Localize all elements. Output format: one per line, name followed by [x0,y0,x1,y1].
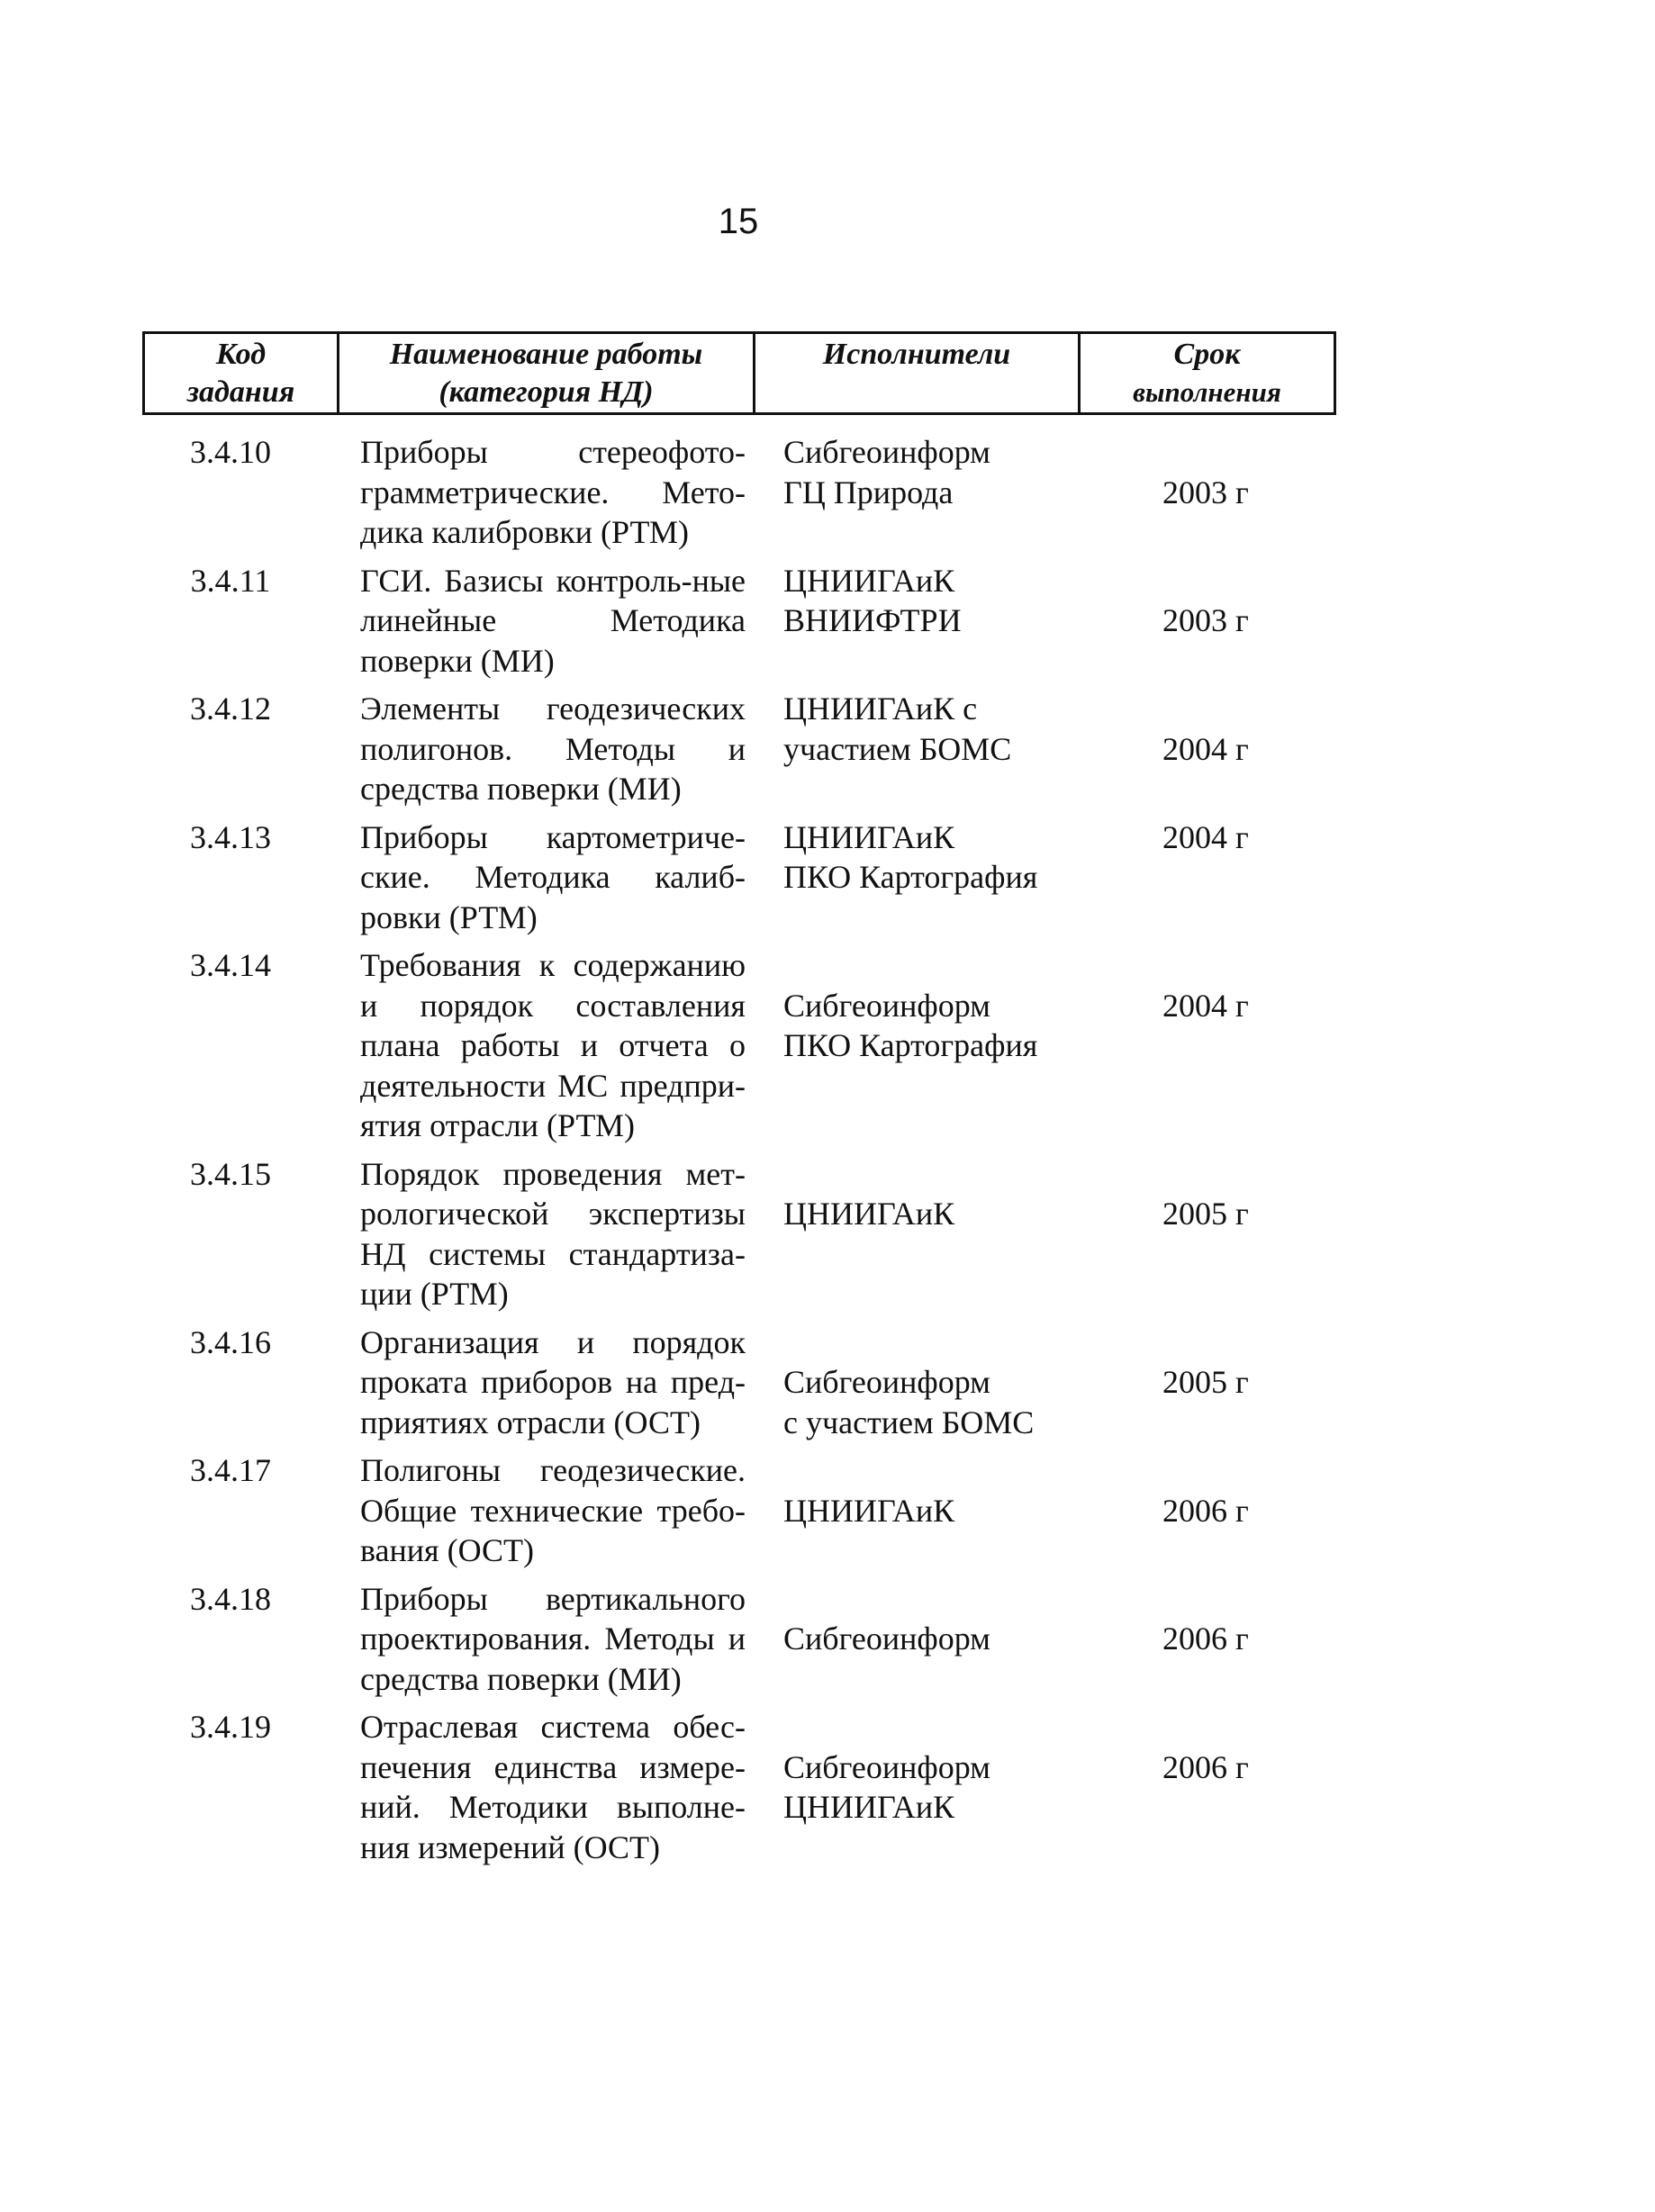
task-code: 3.4.12 [190,691,271,727]
table-row [142,1323,1336,1443]
executors: Сибгеоинформ ПКО Картография [783,987,1038,1063]
page-number: 15 [718,202,759,241]
task-code: 3.4.10 [190,434,271,470]
deadline: 2006 г [1162,1748,1249,1785]
executors: ЦНИИГАиК [783,1196,955,1232]
task-code: 3.4.17 [190,1452,271,1488]
task-code: 3.4.15 [190,1155,271,1192]
task-code: 3.4.13 [190,818,271,855]
table-row [142,1579,1336,1700]
executors: ЦНИИГАиК ВНИИФТРИ [783,562,962,638]
deadline: 2004 г [1162,818,1249,855]
task-code: 3.4.11 [190,562,271,599]
deadline: 2003 г [1162,602,1249,638]
work-name: Порядок проведения мет-рологической экспертизы НД системы стандартиза-ции (РТМ) [360,1155,746,1312]
work-name: ГСИ. Базисы контроль-ные линейные Методика поверки (МИ) [360,562,746,679]
task-code: 3.4.19 [190,1709,271,1745]
table-row [142,1450,1336,1571]
deadline: 2006 г [1162,1621,1249,1657]
header-deadline-line1: Срок [1173,338,1241,371]
table-row [142,945,1336,1146]
work-name: Полигоны геодезические. Общие технические требо-вания (ОСТ) [360,1452,746,1568]
table-body [142,432,1336,1875]
deadline: 2004 г [1162,730,1249,767]
header-code [145,334,339,412]
work-name: Организация и порядок проката приборов на пред-приятиях отрасли (ОСТ) [360,1323,746,1440]
header-code-line1: Код [215,338,267,371]
work-name: Элементы геодезических полигонов. Методы и средства поверки (МИ) [360,691,746,807]
work-name: Отраслевая система обес-печения единства измере-ний. Методики выполне-ния измерений (ОСТ) [360,1709,746,1865]
work-name: Требования к содержанию и порядок составления плана работы и отчета о деятельности МС предпри-ятия отрасли (РТМ) [360,947,746,1143]
executors: ЦНИИГАиК [783,1492,955,1529]
header-deadline-line2: выполнения [1133,376,1281,408]
executors: ЦНИИГАиК ПКО Картография [783,818,1038,895]
task-code: 3.4.18 [190,1580,271,1617]
deadline: 2004 г [1162,987,1249,1024]
executors: Сибгеоинформ ЦНИИГАиК [783,1748,990,1825]
task-code: 3.4.14 [190,947,271,983]
deadline: 2006 г [1162,1492,1249,1529]
table-row [142,561,1336,682]
table-header [142,331,1336,415]
executors: Сибгеоинформ [783,1621,990,1657]
header-name [339,334,755,412]
header-name-line2: (категория НД) [439,375,654,409]
executors: Сибгеоинформ с участием БОМС [783,1364,1035,1440]
executors: ЦНИИГАиК с участием БОМС [783,691,1012,767]
header-executors [755,334,1081,412]
table-row [142,1154,1336,1314]
header-executors-label: Исполнители [822,338,1011,371]
header-deadline [1081,334,1334,412]
table-row [142,1707,1336,1867]
task-code: 3.4.16 [190,1323,271,1360]
deadline: 2005 г [1162,1196,1249,1232]
table-row [142,689,1336,809]
work-name: Приборы вертикального проектирования. Методы и средства поверки (МИ) [360,1580,746,1697]
header-code-line2: задания [186,375,295,409]
deadline: 2005 г [1162,1364,1249,1400]
executors: Сибгеоинформ ГЦ Природа [783,434,990,510]
table-row [142,432,1336,553]
work-name: Приборы стереофото-грамметрические. Мето-дика калибровки (РТМ) [360,434,746,550]
work-name: Приборы картометриче-ские. Методика калиб-ровки (РТМ) [360,818,746,935]
table-row [142,817,1336,938]
header-name-line1: Наименование работы [389,338,703,371]
deadline: 2003 г [1162,474,1249,510]
